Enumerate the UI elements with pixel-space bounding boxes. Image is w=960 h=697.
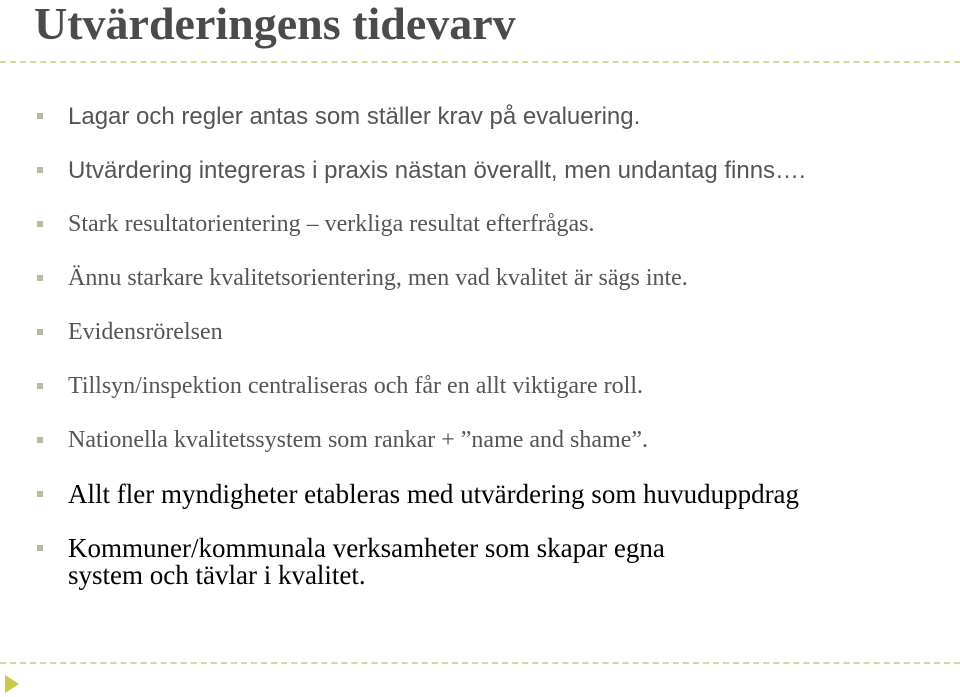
square-bullet-icon	[37, 491, 43, 497]
bullet-text-continued: system och tävlar i kvalitet.	[68, 560, 366, 590]
triangle-play-icon	[4, 674, 20, 694]
bullet-text: Kommuner/kommunala verksamheter som skapar egna	[68, 533, 665, 563]
bullet-text: Nationella kvalitetssystem som rankar + ”name and shame”.	[68, 427, 649, 453]
top-divider	[0, 61, 960, 63]
bullet-text: Allt fler myndigheter etableras med utvärdering som huvuduppdrag	[68, 479, 800, 509]
square-bullet-icon	[37, 545, 43, 551]
bullet-text: Ännu starkare kvalitetsorientering, men vad kvalitet är sägs inte.	[68, 265, 688, 291]
bottom-divider	[0, 662, 960, 664]
square-bullet-icon	[37, 221, 43, 227]
square-bullet-icon	[37, 275, 43, 281]
square-bullet-icon	[37, 329, 43, 335]
square-bullet-icon	[37, 383, 43, 389]
bullet-text: Tillsyn/inspektion centraliseras och får en allt viktigare roll.	[68, 373, 643, 399]
bullet-text: Evidensrörelsen	[68, 319, 223, 345]
slide-title: Utvärderingens tidevarv	[34, 0, 516, 49]
square-bullet-icon	[37, 437, 43, 443]
square-bullet-icon	[37, 167, 43, 173]
bullet-text: Stark resultatorientering – verkliga resultat efterfrågas.	[68, 211, 595, 237]
square-bullet-icon	[37, 113, 43, 119]
bullet-text: Utvärdering integreras i praxis nästan överallt, men undantag finns….	[68, 157, 806, 184]
bullet-text: Lagar och regler antas som ställer krav på evaluering.	[68, 103, 641, 130]
